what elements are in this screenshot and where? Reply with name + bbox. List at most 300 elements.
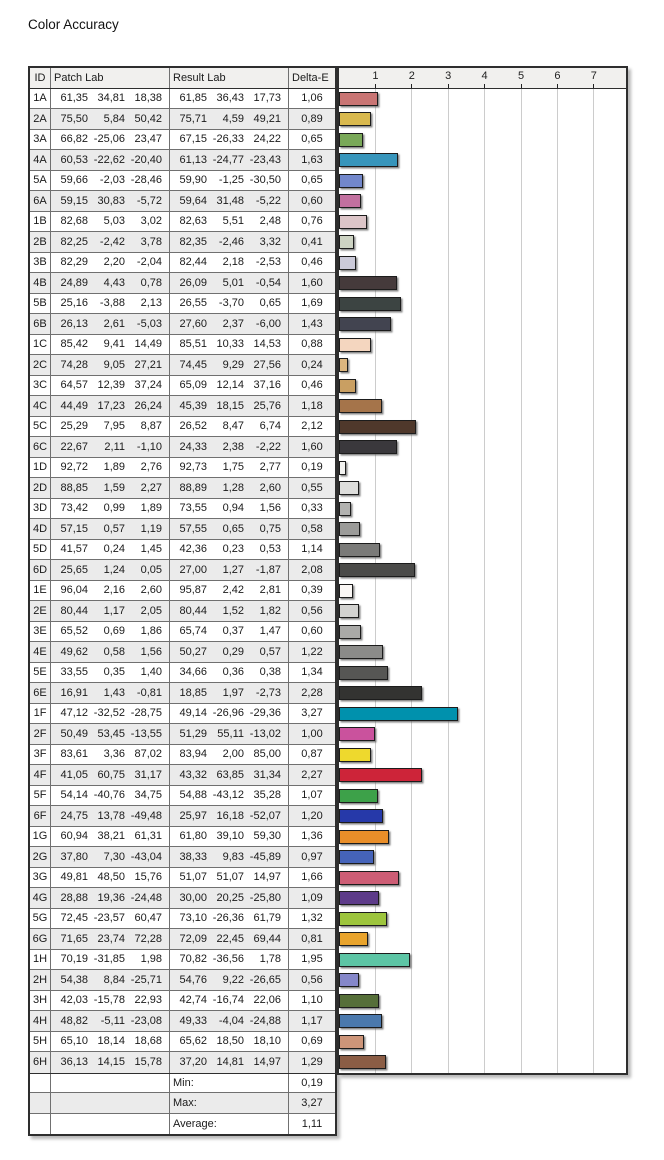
header-delta-e: Delta-E <box>292 71 329 84</box>
patch-lab-cell: 74,28 9,05 27,21 <box>51 355 170 375</box>
patch-lab-cell: 22,67 2,11 -1,10 <box>51 437 170 457</box>
patch-id-cell: 3F <box>30 745 51 765</box>
table-row <box>30 704 335 725</box>
result-lab-cell: 75,71 4,59 49,21 <box>170 109 289 129</box>
table-row <box>30 232 335 253</box>
delta-e-bar <box>339 727 375 741</box>
result-lab-cell: 59,64 31,48 -5,22 <box>170 191 289 211</box>
delta-e-cell: 0,55 <box>301 481 323 494</box>
result-lab-cell: 73,10 -26,36 61,79 <box>170 909 289 929</box>
delta-e-cell: 1,22 <box>301 645 323 658</box>
patch-id-cell: 2H <box>30 970 51 990</box>
table-row <box>30 314 335 335</box>
result-lab-cell: 27,60 2,37 -6,00 <box>170 314 289 334</box>
delta-e-cell: 1,66 <box>301 871 323 884</box>
patch-id-cell: 6H <box>30 1052 51 1073</box>
delta-e-cell: 3,27 <box>301 707 323 720</box>
table-row <box>30 950 335 971</box>
result-lab-cell: 24,33 2,38 -2,22 <box>170 437 289 457</box>
table-summary <box>30 1073 335 1135</box>
table-row <box>30 253 335 274</box>
delta-e-bar <box>339 850 374 864</box>
delta-e-cell: 1,34 <box>301 666 323 679</box>
patch-id-cell: 5E <box>30 663 51 683</box>
empty-patch-cell <box>51 1114 170 1135</box>
result-lab-cell: 65,74 0,37 1,47 <box>170 622 289 642</box>
delta-e-bar <box>339 112 371 126</box>
patch-id-cell: 3D <box>30 499 51 519</box>
patch-lab-cell: 60,94 38,21 61,31 <box>51 827 170 847</box>
delta-e-cell: 1,00 <box>301 727 323 740</box>
patch-lab-cell: 41,05 60,75 31,17 <box>51 765 170 785</box>
summary-row <box>30 1093 335 1114</box>
patch-lab-cell: 25,16 -3,88 2,13 <box>51 294 170 314</box>
result-lab-cell: 49,33 -4,04 -24,88 <box>170 1011 289 1031</box>
table-row <box>30 273 335 294</box>
result-lab-cell: 80,44 1,52 1,82 <box>170 601 289 621</box>
patch-lab-cell: 54,38 8,84 -25,71 <box>51 970 170 990</box>
empty-id-cell <box>30 1093 51 1113</box>
axis-tick-mark <box>375 84 376 88</box>
patch-id-cell: 3A <box>30 130 51 150</box>
patch-id-cell: 5C <box>30 417 51 437</box>
delta-e-bar <box>339 994 379 1008</box>
table-row <box>30 89 335 110</box>
patch-id-cell: 4H <box>30 1011 51 1031</box>
axis-tick-label: 1 <box>372 70 379 82</box>
table-row <box>30 991 335 1012</box>
patch-lab-cell: 49,81 48,50 15,76 <box>51 868 170 888</box>
delta-e-bar <box>339 584 353 598</box>
patch-id-cell: 3H <box>30 991 51 1011</box>
result-lab-cell: 34,66 0,36 0,38 <box>170 663 289 683</box>
delta-e-cell: 0,69 <box>301 1035 323 1048</box>
table-header-row <box>30 68 335 89</box>
delta-e-cell: 2,08 <box>301 563 323 576</box>
table-row <box>30 1032 335 1053</box>
delta-e-cell: 0,65 <box>301 174 323 187</box>
chart-axis-header <box>339 68 626 89</box>
result-lab-cell: 37,20 14,81 14,97 <box>170 1052 289 1073</box>
delta-e-bar <box>339 748 371 762</box>
delta-e-cell: 2,12 <box>301 420 323 433</box>
table-row <box>30 150 335 171</box>
delta-e-bar <box>339 358 348 372</box>
patch-id-cell: 4D <box>30 519 51 539</box>
result-lab-cell: 83,94 2,00 85,00 <box>170 745 289 765</box>
delta-e-cell: 1,60 <box>301 276 323 289</box>
result-lab-cell: 26,09 5,01 -0,54 <box>170 273 289 293</box>
delta-e-bar <box>339 276 397 290</box>
table-row <box>30 909 335 930</box>
table-row <box>30 396 335 417</box>
patch-lab-cell: 41,57 0,24 1,45 <box>51 540 170 560</box>
patch-id-cell: 4A <box>30 150 51 170</box>
patch-id-cell: 1E <box>30 581 51 601</box>
delta-e-bar <box>339 420 416 434</box>
patch-id-cell: 4E <box>30 642 51 662</box>
table-row <box>30 724 335 745</box>
delta-e-cell: 0,88 <box>301 338 323 351</box>
patch-lab-cell: 36,13 14,15 15,78 <box>51 1052 170 1073</box>
delta-e-cell: 1,07 <box>301 789 323 802</box>
table-row <box>30 171 335 192</box>
result-lab-cell: 85,51 10,33 14,53 <box>170 335 289 355</box>
result-lab-cell: 50,27 0,29 0,57 <box>170 642 289 662</box>
delta-e-bar <box>339 707 458 721</box>
patch-lab-cell: 82,29 2,20 -2,04 <box>51 253 170 273</box>
patch-id-cell: 2D <box>30 478 51 498</box>
summary-label: Min: <box>170 1074 289 1093</box>
delta-e-bar <box>339 563 415 577</box>
delta-e-cell: 0,87 <box>301 748 323 761</box>
patch-lab-cell: 47,12 -32,52 -28,75 <box>51 704 170 724</box>
patch-lab-cell: 80,44 1,17 2,05 <box>51 601 170 621</box>
patch-id-cell: 5H <box>30 1032 51 1052</box>
delta-e-bar <box>339 666 388 680</box>
delta-e-cell: 0,19 <box>301 461 323 474</box>
result-lab-cell: 26,52 8,47 6,74 <box>170 417 289 437</box>
delta-e-cell: 0,33 <box>301 502 323 515</box>
result-lab-cell: 61,80 39,10 59,30 <box>170 827 289 847</box>
table-row <box>30 806 335 827</box>
empty-id-cell <box>30 1114 51 1135</box>
table-row <box>30 458 335 479</box>
delta-e-bar <box>339 297 401 311</box>
result-lab-cell: 59,90 -1,25 -30,50 <box>170 171 289 191</box>
table-row <box>30 868 335 889</box>
axis-tick-label: 4 <box>481 70 488 82</box>
patch-id-cell: 5B <box>30 294 51 314</box>
patch-id-cell: 3G <box>30 868 51 888</box>
patch-id-cell: 2G <box>30 847 51 867</box>
result-lab-cell: 51,07 51,07 14,97 <box>170 868 289 888</box>
table-row <box>30 191 335 212</box>
delta-e-cell: 0,46 <box>301 379 323 392</box>
patch-lab-cell: 85,42 9,41 14,49 <box>51 335 170 355</box>
patch-id-cell: 4G <box>30 888 51 908</box>
table-row <box>30 109 335 130</box>
delta-e-cell: 1,17 <box>301 1014 323 1027</box>
delta-e-bar-chart <box>337 66 628 1075</box>
patch-lab-cell: 42,03 -15,78 22,93 <box>51 991 170 1011</box>
table-row <box>30 437 335 458</box>
result-lab-cell: 30,00 20,25 -25,80 <box>170 888 289 908</box>
patch-id-cell: 6D <box>30 560 51 580</box>
delta-e-cell: 0,60 <box>301 625 323 638</box>
table-row <box>30 929 335 950</box>
patch-lab-cell: 33,55 0,35 1,40 <box>51 663 170 683</box>
table-row <box>30 478 335 499</box>
delta-e-cell: 1,63 <box>301 153 323 166</box>
patch-lab-cell: 65,52 0,69 1,86 <box>51 622 170 642</box>
patch-lab-cell: 71,65 23,74 72,28 <box>51 929 170 949</box>
table-row <box>30 970 335 991</box>
delta-e-cell: 0,76 <box>301 215 323 228</box>
delta-e-bar <box>339 625 361 639</box>
delta-e-bar <box>339 317 391 331</box>
patch-lab-cell: 57,15 0,57 1,19 <box>51 519 170 539</box>
result-lab-cell: 65,09 12,14 37,16 <box>170 376 289 396</box>
patch-id-cell: 3E <box>30 622 51 642</box>
table-row <box>30 355 335 376</box>
patch-lab-cell: 83,61 3,36 87,02 <box>51 745 170 765</box>
delta-e-cell: 1,36 <box>301 830 323 843</box>
patch-lab-cell: 24,89 4,43 0,78 <box>51 273 170 293</box>
empty-id-cell <box>30 1074 51 1093</box>
table-body <box>30 89 335 1073</box>
patch-lab-cell: 26,13 2,61 -5,03 <box>51 314 170 334</box>
summary-value: 0,19 <box>301 1076 323 1089</box>
page-title: Color Accuracy <box>28 17 119 32</box>
table-row <box>30 847 335 868</box>
header-result-lab: Result Lab <box>170 68 289 88</box>
delta-e-cell: 1,20 <box>301 809 323 822</box>
patch-id-cell: 3B <box>30 253 51 273</box>
axis-tick-label: 2 <box>408 70 415 82</box>
result-lab-cell: 74,45 9,29 27,56 <box>170 355 289 375</box>
axis-tick-mark <box>521 84 522 88</box>
patch-lab-cell: 65,10 18,14 18,68 <box>51 1032 170 1052</box>
delta-e-bar <box>339 645 383 659</box>
delta-e-bar <box>339 522 360 536</box>
delta-e-bar <box>339 1035 364 1049</box>
axis-tick-mark <box>484 84 485 88</box>
result-lab-cell: 42,74 -16,74 22,06 <box>170 991 289 1011</box>
delta-e-cell: 1,95 <box>301 953 323 966</box>
delta-e-bar <box>339 174 363 188</box>
delta-e-bar <box>339 338 371 352</box>
header-id: ID <box>30 68 51 88</box>
patch-id-cell: 6A <box>30 191 51 211</box>
axis-tick-label: 3 <box>445 70 452 82</box>
delta-e-cell: 0,89 <box>301 112 323 125</box>
axis-tick-mark <box>593 84 594 88</box>
patch-id-cell: 5A <box>30 171 51 191</box>
empty-patch-cell <box>51 1093 170 1113</box>
result-lab-cell: 25,97 16,18 -52,07 <box>170 806 289 826</box>
patch-id-cell: 4C <box>30 396 51 416</box>
patch-id-cell: 1C <box>30 335 51 355</box>
delta-e-bar <box>339 153 398 167</box>
table-row <box>30 376 335 397</box>
result-lab-cell: 88,89 1,28 2,60 <box>170 478 289 498</box>
gridline <box>484 89 485 1073</box>
delta-e-cell: 1,32 <box>301 912 323 925</box>
patch-id-cell: 6C <box>30 437 51 457</box>
table-row <box>30 499 335 520</box>
patch-lab-cell: 59,15 30,83 -5,72 <box>51 191 170 211</box>
table-row <box>30 622 335 643</box>
delta-e-bar <box>339 502 351 516</box>
result-lab-cell: 54,88 -43,12 35,28 <box>170 786 289 806</box>
patch-lab-cell: 75,50 5,84 50,42 <box>51 109 170 129</box>
table-row <box>30 663 335 684</box>
patch-id-cell: 6E <box>30 683 51 703</box>
delta-e-cell: 0,81 <box>301 932 323 945</box>
delta-e-cell: 1,69 <box>301 297 323 310</box>
table-row <box>30 519 335 540</box>
patch-lab-cell: 82,25 -2,42 3,78 <box>51 232 170 252</box>
patch-lab-cell: 82,68 5,03 3,02 <box>51 212 170 232</box>
delta-e-bar <box>339 256 356 270</box>
patch-lab-cell: 24,75 13,78 -49,48 <box>51 806 170 826</box>
result-lab-cell: 72,09 22,45 69,44 <box>170 929 289 949</box>
patch-lab-cell: 54,14 -40,76 34,75 <box>51 786 170 806</box>
result-lab-cell: 18,85 1,97 -2,73 <box>170 683 289 703</box>
summary-value: 1,11 <box>301 1117 323 1130</box>
result-lab-cell: 95,87 2,42 2,81 <box>170 581 289 601</box>
result-lab-cell: 51,29 55,11 -13,02 <box>170 724 289 744</box>
delta-e-bar <box>339 461 346 475</box>
patch-lab-cell: 96,04 2,16 2,60 <box>51 581 170 601</box>
gridline <box>521 89 522 1073</box>
patch-id-cell: 2F <box>30 724 51 744</box>
result-lab-cell: 92,73 1,75 2,77 <box>170 458 289 478</box>
delta-e-cell: 0,58 <box>301 522 323 535</box>
patch-id-cell: 4B <box>30 273 51 293</box>
patch-id-cell: 2C <box>30 355 51 375</box>
measurement-table <box>28 66 337 1136</box>
table-row <box>30 294 335 315</box>
table-row <box>30 540 335 561</box>
patch-id-cell: 1G <box>30 827 51 847</box>
delta-e-cell: 1,18 <box>301 399 323 412</box>
delta-e-bar <box>339 440 397 454</box>
table-row <box>30 1052 335 1073</box>
patch-id-cell: 1A <box>30 89 51 109</box>
delta-e-bar <box>339 215 367 229</box>
patch-id-cell: 6F <box>30 806 51 826</box>
delta-e-cell: 1,43 <box>301 317 323 330</box>
patch-id-cell: 6B <box>30 314 51 334</box>
table-row <box>30 765 335 786</box>
patch-id-cell: 5F <box>30 786 51 806</box>
delta-e-cell: 0,97 <box>301 850 323 863</box>
patch-lab-cell: 16,91 1,43 -0,81 <box>51 683 170 703</box>
patch-lab-cell: 25,29 7,95 8,87 <box>51 417 170 437</box>
patch-id-cell: 1B <box>30 212 51 232</box>
result-lab-cell: 54,76 9,22 -26,65 <box>170 970 289 990</box>
patch-lab-cell: 50,49 53,45 -13,55 <box>51 724 170 744</box>
delta-e-cell: 0,65 <box>301 133 323 146</box>
delta-e-bar <box>339 1014 382 1028</box>
patch-lab-cell: 61,35 34,81 18,38 <box>51 89 170 109</box>
delta-e-cell: 1,10 <box>301 994 323 1007</box>
delta-e-cell: 0,46 <box>301 256 323 269</box>
table-row <box>30 683 335 704</box>
axis-tick-label: 5 <box>517 70 525 82</box>
delta-e-cell: 1,06 <box>301 92 323 105</box>
patch-id-cell: 1H <box>30 950 51 970</box>
delta-e-bar <box>339 481 359 495</box>
result-lab-cell: 73,55 0,94 1,56 <box>170 499 289 519</box>
axis-tick-mark <box>557 84 558 88</box>
result-lab-cell: 82,44 2,18 -2,53 <box>170 253 289 273</box>
patch-lab-cell: 72,45 -23,57 60,47 <box>51 909 170 929</box>
delta-e-cell: 1,60 <box>301 440 323 453</box>
delta-e-bar <box>339 871 399 885</box>
result-lab-cell: 70,82 -36,56 1,78 <box>170 950 289 970</box>
patch-lab-cell: 25,65 1,24 0,05 <box>51 560 170 580</box>
patch-lab-cell: 88,85 1,59 2,27 <box>51 478 170 498</box>
patch-lab-cell: 49,62 0,58 1,56 <box>51 642 170 662</box>
axis-tick-mark <box>448 84 449 88</box>
table-row <box>30 745 335 766</box>
patch-lab-cell: 44,49 17,23 26,24 <box>51 396 170 416</box>
result-lab-cell: 82,35 -2,46 3,32 <box>170 232 289 252</box>
patch-id-cell: 4F <box>30 765 51 785</box>
patch-lab-cell: 73,42 0,99 1,89 <box>51 499 170 519</box>
delta-e-cell: 2,28 <box>301 686 323 699</box>
delta-e-bar <box>339 953 410 967</box>
result-lab-cell: 27,00 1,27 -1,87 <box>170 560 289 580</box>
delta-e-bar <box>339 830 389 844</box>
delta-e-bar <box>339 891 379 905</box>
patch-lab-cell: 70,19 -31,85 1,98 <box>51 950 170 970</box>
table-row <box>30 1011 335 1032</box>
axis-tick-mark <box>411 84 412 88</box>
table-row <box>30 827 335 848</box>
patch-lab-cell: 59,66 -2,03 -28,46 <box>51 171 170 191</box>
result-lab-cell: 57,55 0,65 0,75 <box>170 519 289 539</box>
result-lab-cell: 42,36 0,23 0,53 <box>170 540 289 560</box>
table-row <box>30 786 335 807</box>
delta-e-cell: 1,29 <box>301 1056 323 1069</box>
patch-id-cell: 5D <box>30 540 51 560</box>
axis-tick-label: 6 <box>554 70 561 82</box>
delta-e-bar <box>339 399 382 413</box>
summary-row <box>30 1114 335 1135</box>
patch-id-cell: 2E <box>30 601 51 621</box>
patch-lab-cell: 92,72 1,89 2,76 <box>51 458 170 478</box>
table-row <box>30 560 335 581</box>
delta-e-cell: 0,24 <box>301 358 323 371</box>
result-lab-cell: 61,85 36,43 17,73 <box>170 89 289 109</box>
patch-id-cell: 1F <box>30 704 51 724</box>
axis-tick-label: 7 <box>590 70 597 82</box>
result-lab-cell: 45,39 18,15 25,76 <box>170 396 289 416</box>
delta-e-cell: 0,39 <box>301 584 323 597</box>
table-row <box>30 212 335 233</box>
delta-e-bar <box>339 379 356 393</box>
patch-id-cell: 3C <box>30 376 51 396</box>
result-lab-cell: 61,13 -24,77 -23,43 <box>170 150 289 170</box>
delta-e-bar <box>339 194 361 208</box>
header-patch-lab: Patch Lab <box>51 68 170 88</box>
table-row <box>30 888 335 909</box>
result-lab-cell: 26,55 -3,70 0,65 <box>170 294 289 314</box>
summary-row <box>30 1073 335 1094</box>
patch-lab-cell: 48,82 -5,11 -23,08 <box>51 1011 170 1031</box>
patch-id-cell: 2B <box>30 232 51 252</box>
summary-value: 3,27 <box>301 1096 323 1109</box>
chart-plot-area <box>339 89 626 1073</box>
table-row <box>30 642 335 663</box>
delta-e-cell: 2,27 <box>301 768 323 781</box>
delta-e-cell: 1,09 <box>301 891 323 904</box>
delta-e-bar <box>339 789 378 803</box>
result-lab-cell: 43,32 63,85 31,34 <box>170 765 289 785</box>
delta-e-bar <box>339 912 387 926</box>
patch-id-cell: 2A <box>30 109 51 129</box>
table-row <box>30 581 335 602</box>
delta-e-cell: 0,60 <box>301 194 323 207</box>
gridline <box>557 89 558 1073</box>
empty-patch-cell <box>51 1074 170 1093</box>
patch-lab-cell: 66,82 -25,06 23,47 <box>51 130 170 150</box>
delta-e-bar <box>339 92 378 106</box>
